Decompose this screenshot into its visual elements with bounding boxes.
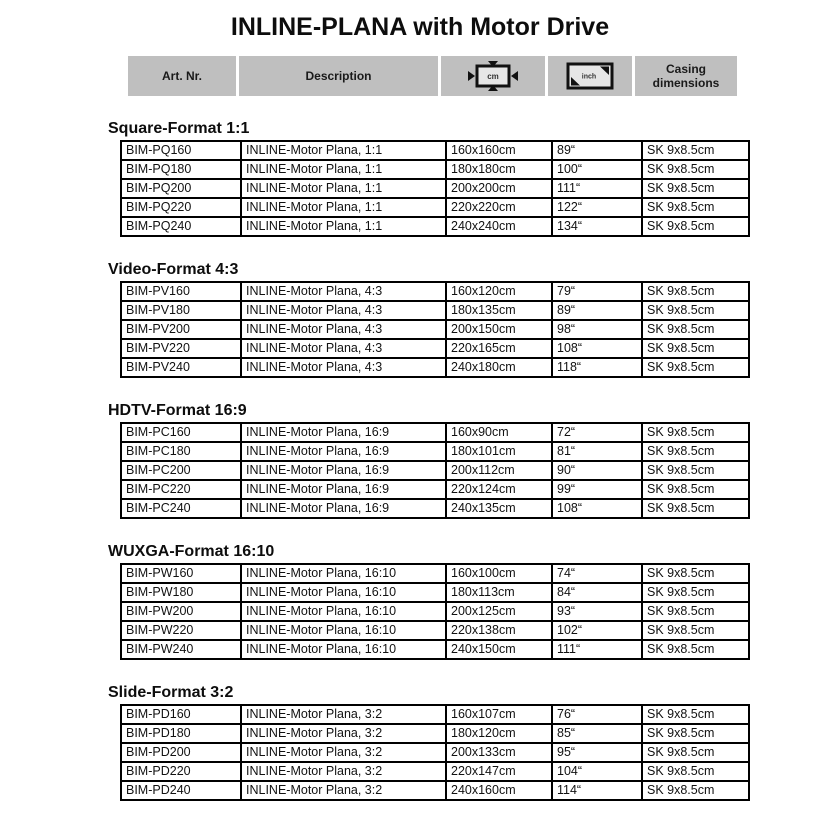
cell-size-inch: 114“ xyxy=(552,781,642,800)
cell-size-inch: 111“ xyxy=(552,179,642,198)
cell-art-nr: BIM-PQ240 xyxy=(121,217,241,236)
cell-casing: SK 9x8.5cm xyxy=(642,724,749,743)
cell-description: INLINE-Motor Plana, 1:1 xyxy=(241,179,446,198)
product-table xyxy=(120,140,750,237)
format-section xyxy=(108,120,840,237)
cell-size-cm: 200x150cm xyxy=(446,320,552,339)
cell-description: INLINE-Motor Plana, 4:3 xyxy=(241,320,446,339)
format-section xyxy=(108,261,840,378)
cell-casing: SK 9x8.5cm xyxy=(642,442,749,461)
cell-size-inch: 84“ xyxy=(552,583,642,602)
cell-art-nr: BIM-PQ180 xyxy=(121,160,241,179)
cell-size-cm: 220x220cm xyxy=(446,198,552,217)
section-heading: Slide-Format 3:2 xyxy=(108,684,234,701)
cell-size-inch: 118“ xyxy=(552,358,642,377)
cell-casing: SK 9x8.5cm xyxy=(642,621,749,640)
cell-art-nr: BIM-PW200 xyxy=(121,602,241,621)
cell-size-inch: 93“ xyxy=(552,602,642,621)
cell-size-cm: 180x101cm xyxy=(446,442,552,461)
cell-art-nr: BIM-PQ220 xyxy=(121,198,241,217)
cell-art-nr: BIM-PV200 xyxy=(121,320,241,339)
cell-casing: SK 9x8.5cm xyxy=(642,282,749,301)
cell-size-inch: 74“ xyxy=(552,564,642,583)
cell-art-nr: BIM-PW220 xyxy=(121,621,241,640)
cell-size-inch: 98“ xyxy=(552,320,642,339)
cell-art-nr: BIM-PQ200 xyxy=(121,179,241,198)
cell-size-inch: 81“ xyxy=(552,442,642,461)
format-section xyxy=(108,543,840,660)
section-heading: Video-Format 4:3 xyxy=(108,261,239,278)
cell-size-inch: 89“ xyxy=(552,301,642,320)
cell-size-inch: 100“ xyxy=(552,160,642,179)
cell-size-cm: 160x160cm xyxy=(446,141,552,160)
cell-description: INLINE-Motor Plana, 4:3 xyxy=(241,301,446,320)
cell-casing: SK 9x8.5cm xyxy=(642,301,749,320)
cell-art-nr: BIM-PD160 xyxy=(121,705,241,724)
table-row xyxy=(121,583,749,602)
cell-size-inch: 104“ xyxy=(552,762,642,781)
table-row xyxy=(121,301,749,320)
cell-size-cm: 180x180cm xyxy=(446,160,552,179)
cell-art-nr: BIM-PV240 xyxy=(121,358,241,377)
cell-art-nr: BIM-PW180 xyxy=(121,583,241,602)
table-header-row xyxy=(128,56,737,96)
cell-description: INLINE-Motor Plana, 3:2 xyxy=(241,762,446,781)
cell-description: INLINE-Motor Plana, 16:10 xyxy=(241,564,446,583)
cell-art-nr: BIM-PV220 xyxy=(121,339,241,358)
cell-casing: SK 9x8.5cm xyxy=(642,640,749,659)
cell-size-cm: 220x124cm xyxy=(446,480,552,499)
cell-description: INLINE-Motor Plana, 16:10 xyxy=(241,602,446,621)
cell-description: INLINE-Motor Plana, 3:2 xyxy=(241,705,446,724)
cell-size-inch: 108“ xyxy=(552,339,642,358)
cell-size-cm: 160x107cm xyxy=(446,705,552,724)
cell-size-cm: 200x125cm xyxy=(446,602,552,621)
cell-size-inch: 72“ xyxy=(552,423,642,442)
cell-size-cm: 220x147cm xyxy=(446,762,552,781)
cell-size-cm: 160x100cm xyxy=(446,564,552,583)
cell-size-inch: 85“ xyxy=(552,724,642,743)
cell-size-inch: 102“ xyxy=(552,621,642,640)
cell-casing: SK 9x8.5cm xyxy=(642,179,749,198)
table-row xyxy=(121,705,749,724)
cell-art-nr: BIM-PC220 xyxy=(121,480,241,499)
cell-casing: SK 9x8.5cm xyxy=(642,160,749,179)
cell-art-nr: BIM-PV180 xyxy=(121,301,241,320)
cell-size-cm: 240x135cm xyxy=(446,499,552,518)
cell-size-cm: 200x200cm xyxy=(446,179,552,198)
cell-casing: SK 9x8.5cm xyxy=(642,564,749,583)
product-table xyxy=(120,704,750,801)
cell-description: INLINE-Motor Plana, 16:9 xyxy=(241,461,446,480)
cell-size-inch: 95“ xyxy=(552,743,642,762)
cell-art-nr: BIM-PD180 xyxy=(121,724,241,743)
cell-description: INLINE-Motor Plana, 3:2 xyxy=(241,781,446,800)
sections xyxy=(108,120,840,801)
cell-description: INLINE-Motor Plana, 3:2 xyxy=(241,743,446,762)
cell-casing: SK 9x8.5cm xyxy=(642,762,749,781)
cell-casing: SK 9x8.5cm xyxy=(642,423,749,442)
cell-casing: SK 9x8.5cm xyxy=(642,743,749,762)
section-heading: WUXGA-Format 16:10 xyxy=(108,543,275,560)
cell-casing: SK 9x8.5cm xyxy=(642,480,749,499)
cell-casing: SK 9x8.5cm xyxy=(642,499,749,518)
table-row xyxy=(121,461,749,480)
cell-size-cm: 240x180cm xyxy=(446,358,552,377)
cell-description: INLINE-Motor Plana, 16:9 xyxy=(241,499,446,518)
cell-size-cm: 240x150cm xyxy=(446,640,552,659)
product-table xyxy=(120,281,750,378)
table-row xyxy=(121,160,749,179)
table-row xyxy=(121,358,749,377)
cell-casing: SK 9x8.5cm xyxy=(642,583,749,602)
cell-size-cm: 180x120cm xyxy=(446,724,552,743)
header-casing-dimensions: Casing dimensions xyxy=(635,56,737,96)
cm-icon-label: cm xyxy=(487,72,499,81)
product-table xyxy=(120,422,750,519)
table-row xyxy=(121,282,749,301)
cell-casing: SK 9x8.5cm xyxy=(642,781,749,800)
table-row xyxy=(121,743,749,762)
cell-description: INLINE-Motor Plana, 1:1 xyxy=(241,141,446,160)
cell-casing: SK 9x8.5cm xyxy=(642,141,749,160)
cell-casing: SK 9x8.5cm xyxy=(642,358,749,377)
format-section xyxy=(108,684,840,801)
cell-size-cm: 240x240cm xyxy=(446,217,552,236)
cell-size-inch: 134“ xyxy=(552,217,642,236)
cell-description: INLINE-Motor Plana, 4:3 xyxy=(241,358,446,377)
cell-description: INLINE-Motor Plana, 16:10 xyxy=(241,583,446,602)
cell-art-nr: BIM-PV160 xyxy=(121,282,241,301)
cell-size-cm: 180x135cm xyxy=(446,301,552,320)
inch-diagonal-icon xyxy=(558,60,622,92)
table-row xyxy=(121,141,749,160)
header-description: Description xyxy=(239,56,438,96)
cell-art-nr: BIM-PW160 xyxy=(121,564,241,583)
cell-description: INLINE-Motor Plana, 16:9 xyxy=(241,480,446,499)
cell-size-inch: 76“ xyxy=(552,705,642,724)
header-art-nr: Art. Nr. xyxy=(128,56,236,96)
cell-description: INLINE-Motor Plana, 16:10 xyxy=(241,640,446,659)
table-row xyxy=(121,724,749,743)
cell-art-nr: BIM-PD200 xyxy=(121,743,241,762)
cell-size-inch: 122“ xyxy=(552,198,642,217)
table-row xyxy=(121,640,749,659)
cell-size-cm: 160x120cm xyxy=(446,282,552,301)
table-row xyxy=(121,564,749,583)
cell-size-inch: 99“ xyxy=(552,480,642,499)
table-row xyxy=(121,320,749,339)
table-row xyxy=(121,217,749,236)
format-section xyxy=(108,402,840,519)
header-size-cm xyxy=(441,56,545,96)
cell-casing: SK 9x8.5cm xyxy=(642,198,749,217)
cell-art-nr: BIM-PC160 xyxy=(121,423,241,442)
cell-size-cm: 220x165cm xyxy=(446,339,552,358)
cell-art-nr: BIM-PD240 xyxy=(121,781,241,800)
cell-art-nr: BIM-PW240 xyxy=(121,640,241,659)
page-title: INLINE-PLANA with Motor Drive xyxy=(230,13,610,41)
header-size-inch xyxy=(548,56,632,96)
cell-art-nr: BIM-PC240 xyxy=(121,499,241,518)
inch-icon-label: inch xyxy=(581,73,597,81)
cell-description: INLINE-Motor Plana, 16:9 xyxy=(241,442,446,461)
cell-casing: SK 9x8.5cm xyxy=(642,602,749,621)
table-row xyxy=(121,423,749,442)
table-row xyxy=(121,179,749,198)
cell-size-cm: 160x90cm xyxy=(446,423,552,442)
cell-size-inch: 111“ xyxy=(552,640,642,659)
cell-size-inch: 90“ xyxy=(552,461,642,480)
cell-casing: SK 9x8.5cm xyxy=(642,217,749,236)
cell-description: INLINE-Motor Plana, 1:1 xyxy=(241,198,446,217)
cell-description: INLINE-Motor Plana, 16:9 xyxy=(241,423,446,442)
cell-description: INLINE-Motor Plana, 16:10 xyxy=(241,621,446,640)
catalog-page xyxy=(0,12,840,840)
section-heading: Square-Format 1:1 xyxy=(108,120,250,137)
cell-size-cm: 220x138cm xyxy=(446,621,552,640)
cell-size-inch: 108“ xyxy=(552,499,642,518)
table-row xyxy=(121,480,749,499)
cell-size-inch: 89“ xyxy=(552,141,642,160)
cell-art-nr: BIM-PC180 xyxy=(121,442,241,461)
cell-description: INLINE-Motor Plana, 3:2 xyxy=(241,724,446,743)
cell-description: INLINE-Motor Plana, 4:3 xyxy=(241,282,446,301)
cell-description: INLINE-Motor Plana, 1:1 xyxy=(241,160,446,179)
section-heading: HDTV-Format 16:9 xyxy=(108,402,247,419)
cell-casing: SK 9x8.5cm xyxy=(642,705,749,724)
cell-size-inch: 79“ xyxy=(552,282,642,301)
product-table xyxy=(120,563,750,660)
cell-size-cm: 200x112cm xyxy=(446,461,552,480)
cell-art-nr: BIM-PC200 xyxy=(121,461,241,480)
cell-size-cm: 200x133cm xyxy=(446,743,552,762)
cm-width-height-icon xyxy=(461,60,525,92)
table-row xyxy=(121,621,749,640)
table-row xyxy=(121,602,749,621)
table-row xyxy=(121,442,749,461)
table-row xyxy=(121,339,749,358)
cell-art-nr: BIM-PQ160 xyxy=(121,141,241,160)
cell-art-nr: BIM-PD220 xyxy=(121,762,241,781)
cell-casing: SK 9x8.5cm xyxy=(642,320,749,339)
cell-description: INLINE-Motor Plana, 1:1 xyxy=(241,217,446,236)
table-row xyxy=(121,781,749,800)
table-row xyxy=(121,499,749,518)
cell-description: INLINE-Motor Plana, 4:3 xyxy=(241,339,446,358)
table-row xyxy=(121,762,749,781)
cell-size-cm: 240x160cm xyxy=(446,781,552,800)
cell-size-cm: 180x113cm xyxy=(446,583,552,602)
cell-casing: SK 9x8.5cm xyxy=(642,339,749,358)
table-row xyxy=(121,198,749,217)
cell-casing: SK 9x8.5cm xyxy=(642,461,749,480)
